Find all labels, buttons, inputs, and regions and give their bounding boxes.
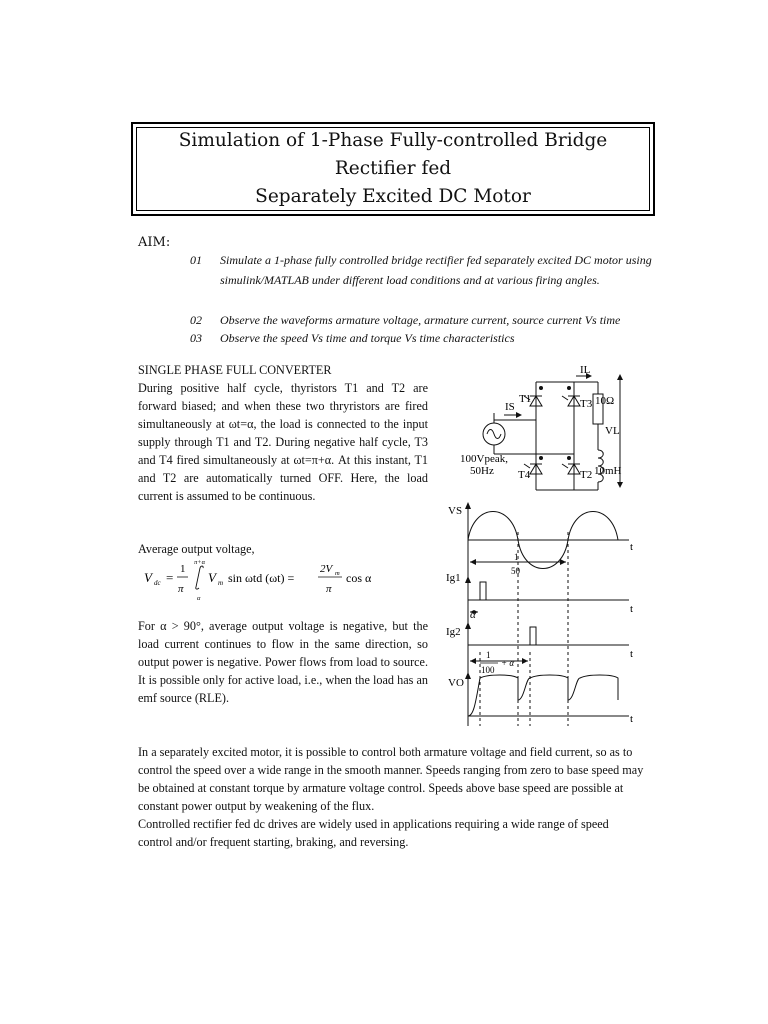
aim-item-number: 01 — [190, 253, 202, 267]
frac1-num: 1 — [514, 552, 519, 562]
label-source-voltage: 100Vpeak, — [460, 453, 508, 465]
vl-arrow-up-icon — [617, 374, 623, 380]
ig2-axis-arrow-icon — [465, 622, 471, 629]
label-is: IS — [505, 401, 515, 413]
frac2-den: 100 — [481, 665, 495, 675]
title-line-2: Separately Excited DC Motor — [255, 186, 531, 207]
is-arrow-icon — [516, 412, 522, 418]
label-inductance: 10mH — [594, 465, 622, 477]
label-vl: VL — [605, 425, 620, 437]
vo-axis-arrow-icon — [465, 672, 471, 679]
eq-num2-sub: m — [335, 570, 340, 577]
frac2-tail: + α — [501, 658, 515, 668]
eq-integrand-rest: sin ωtd (ωt) = — [228, 571, 295, 585]
average-voltage-equation — [142, 556, 382, 606]
label-il: IL — [580, 364, 591, 376]
section-heading: SINGLE PHASE FULL CONVERTER — [138, 363, 332, 377]
ig1-axis-arrow-icon — [465, 576, 471, 583]
eq-num2: 2V — [320, 563, 333, 575]
thyristor-t3 — [562, 386, 580, 406]
aim-heading: AIM: — [138, 235, 171, 250]
eq-lhs: V — [144, 570, 152, 585]
title-inner-border — [136, 127, 650, 211]
eq-integrand-sub: m — [218, 579, 224, 587]
average-voltage-label: Average output voltage, — [138, 542, 255, 556]
eq-upper-limit: π+α — [194, 559, 206, 566]
eq-equals: = — [166, 570, 174, 585]
label-t1: T1 — [519, 393, 532, 405]
eq-num1: 1 — [180, 563, 186, 575]
label-source-frequency: 50Hz — [470, 465, 494, 477]
label-ig2: Ig2 — [446, 626, 461, 638]
eq-integrand: V — [208, 570, 216, 585]
section-paragraph-1: During positive half cycle, thyristors T1 and T2 are forward biased; and when these two thryristors are fired simultaneously at ωt=α, the load is connected to the input supply through T1 and T2. During negative half cycle, T3 and T4 fired simultaneously at ωt=π+α. At this instant, T1 and T2 are automatically turned OFF. Here, the load current is assumed to be continuous. — [138, 381, 428, 503]
label-t4: T4 — [518, 469, 531, 481]
frac1-den: 50 — [511, 566, 520, 576]
vs-axis-arrow-icon — [465, 502, 471, 509]
bridge-circuit-diagram — [458, 362, 638, 497]
footer-paragraph-2: Controlled rectifier fed dc drives are widely used in applications requiring a wide range of speed control and/or frequent starting, braking, and reversing. — [138, 817, 609, 849]
vl-arrow-down-icon — [617, 482, 623, 488]
eq-den1: π — [178, 583, 184, 595]
aim-item-02 — [190, 310, 621, 330]
label-alpha: α — [470, 609, 476, 621]
aim-item-text: Observe the speed Vs time and torque Vs time characteristics — [220, 331, 515, 345]
frac2-num: 1 — [486, 650, 491, 660]
footer-paragraph-1: In a separately excited motor, it is possible to control both armature voltage and field current, so as to control the speed over a wide range in the smooth manner. Speeds ranging from zero to base speed may be obtained at constant torque by armature voltage control. Speeds above base speed are possible at constant power output by weakening of the flux. — [138, 745, 644, 813]
title-line-1: Simulation of 1-Phase Fully-controlled Bridge Rectifier fed — [178, 130, 608, 179]
thyristor-t2 — [562, 456, 580, 474]
eq-den2: π — [326, 583, 332, 595]
aim-item-number: 03 — [190, 331, 202, 345]
integral-sign — [196, 566, 203, 589]
label-ig1: Ig1 — [446, 572, 461, 584]
aim-item-text: Simulate a 1-phase fully controlled bridge rectifier fed separately excited DC motor using simulink/MATLAB under different load conditions and at various firing angles. — [220, 253, 652, 287]
label-t-axis-1: t — [630, 541, 634, 553]
label-t-axis-4: t — [630, 713, 634, 725]
aim-item-03 — [190, 328, 515, 348]
label-t3: T3 — [580, 398, 593, 410]
label-t2: T2 — [580, 469, 593, 481]
aim-item-01 — [190, 250, 652, 287]
label-vs: VS — [448, 505, 463, 517]
label-resistance: 10Ω — [595, 395, 615, 407]
label-t-axis-3: t — [630, 648, 634, 660]
label-t-axis-2: t — [630, 603, 634, 615]
eq-lhs-sub: dc — [154, 579, 161, 587]
aim-item-number: 02 — [190, 313, 202, 327]
title-box — [131, 122, 655, 216]
eq-tail: cos α — [346, 571, 372, 585]
eq-lower-limit: α — [197, 595, 201, 602]
aim-item-text: Observe the waveforms armature voltage, armature current, source current Vs time — [220, 313, 621, 327]
label-vo: VO — [448, 677, 464, 689]
waveform-diagram — [444, 502, 644, 730]
section-paragraph-2: For α > 90°, average output voltage is negative, but the load current continues to flow in the same direction, so output power is negative. Power flows from load to source. It is possible only for active load, i.e., when the load has an emf source (RLE). — [138, 619, 428, 705]
